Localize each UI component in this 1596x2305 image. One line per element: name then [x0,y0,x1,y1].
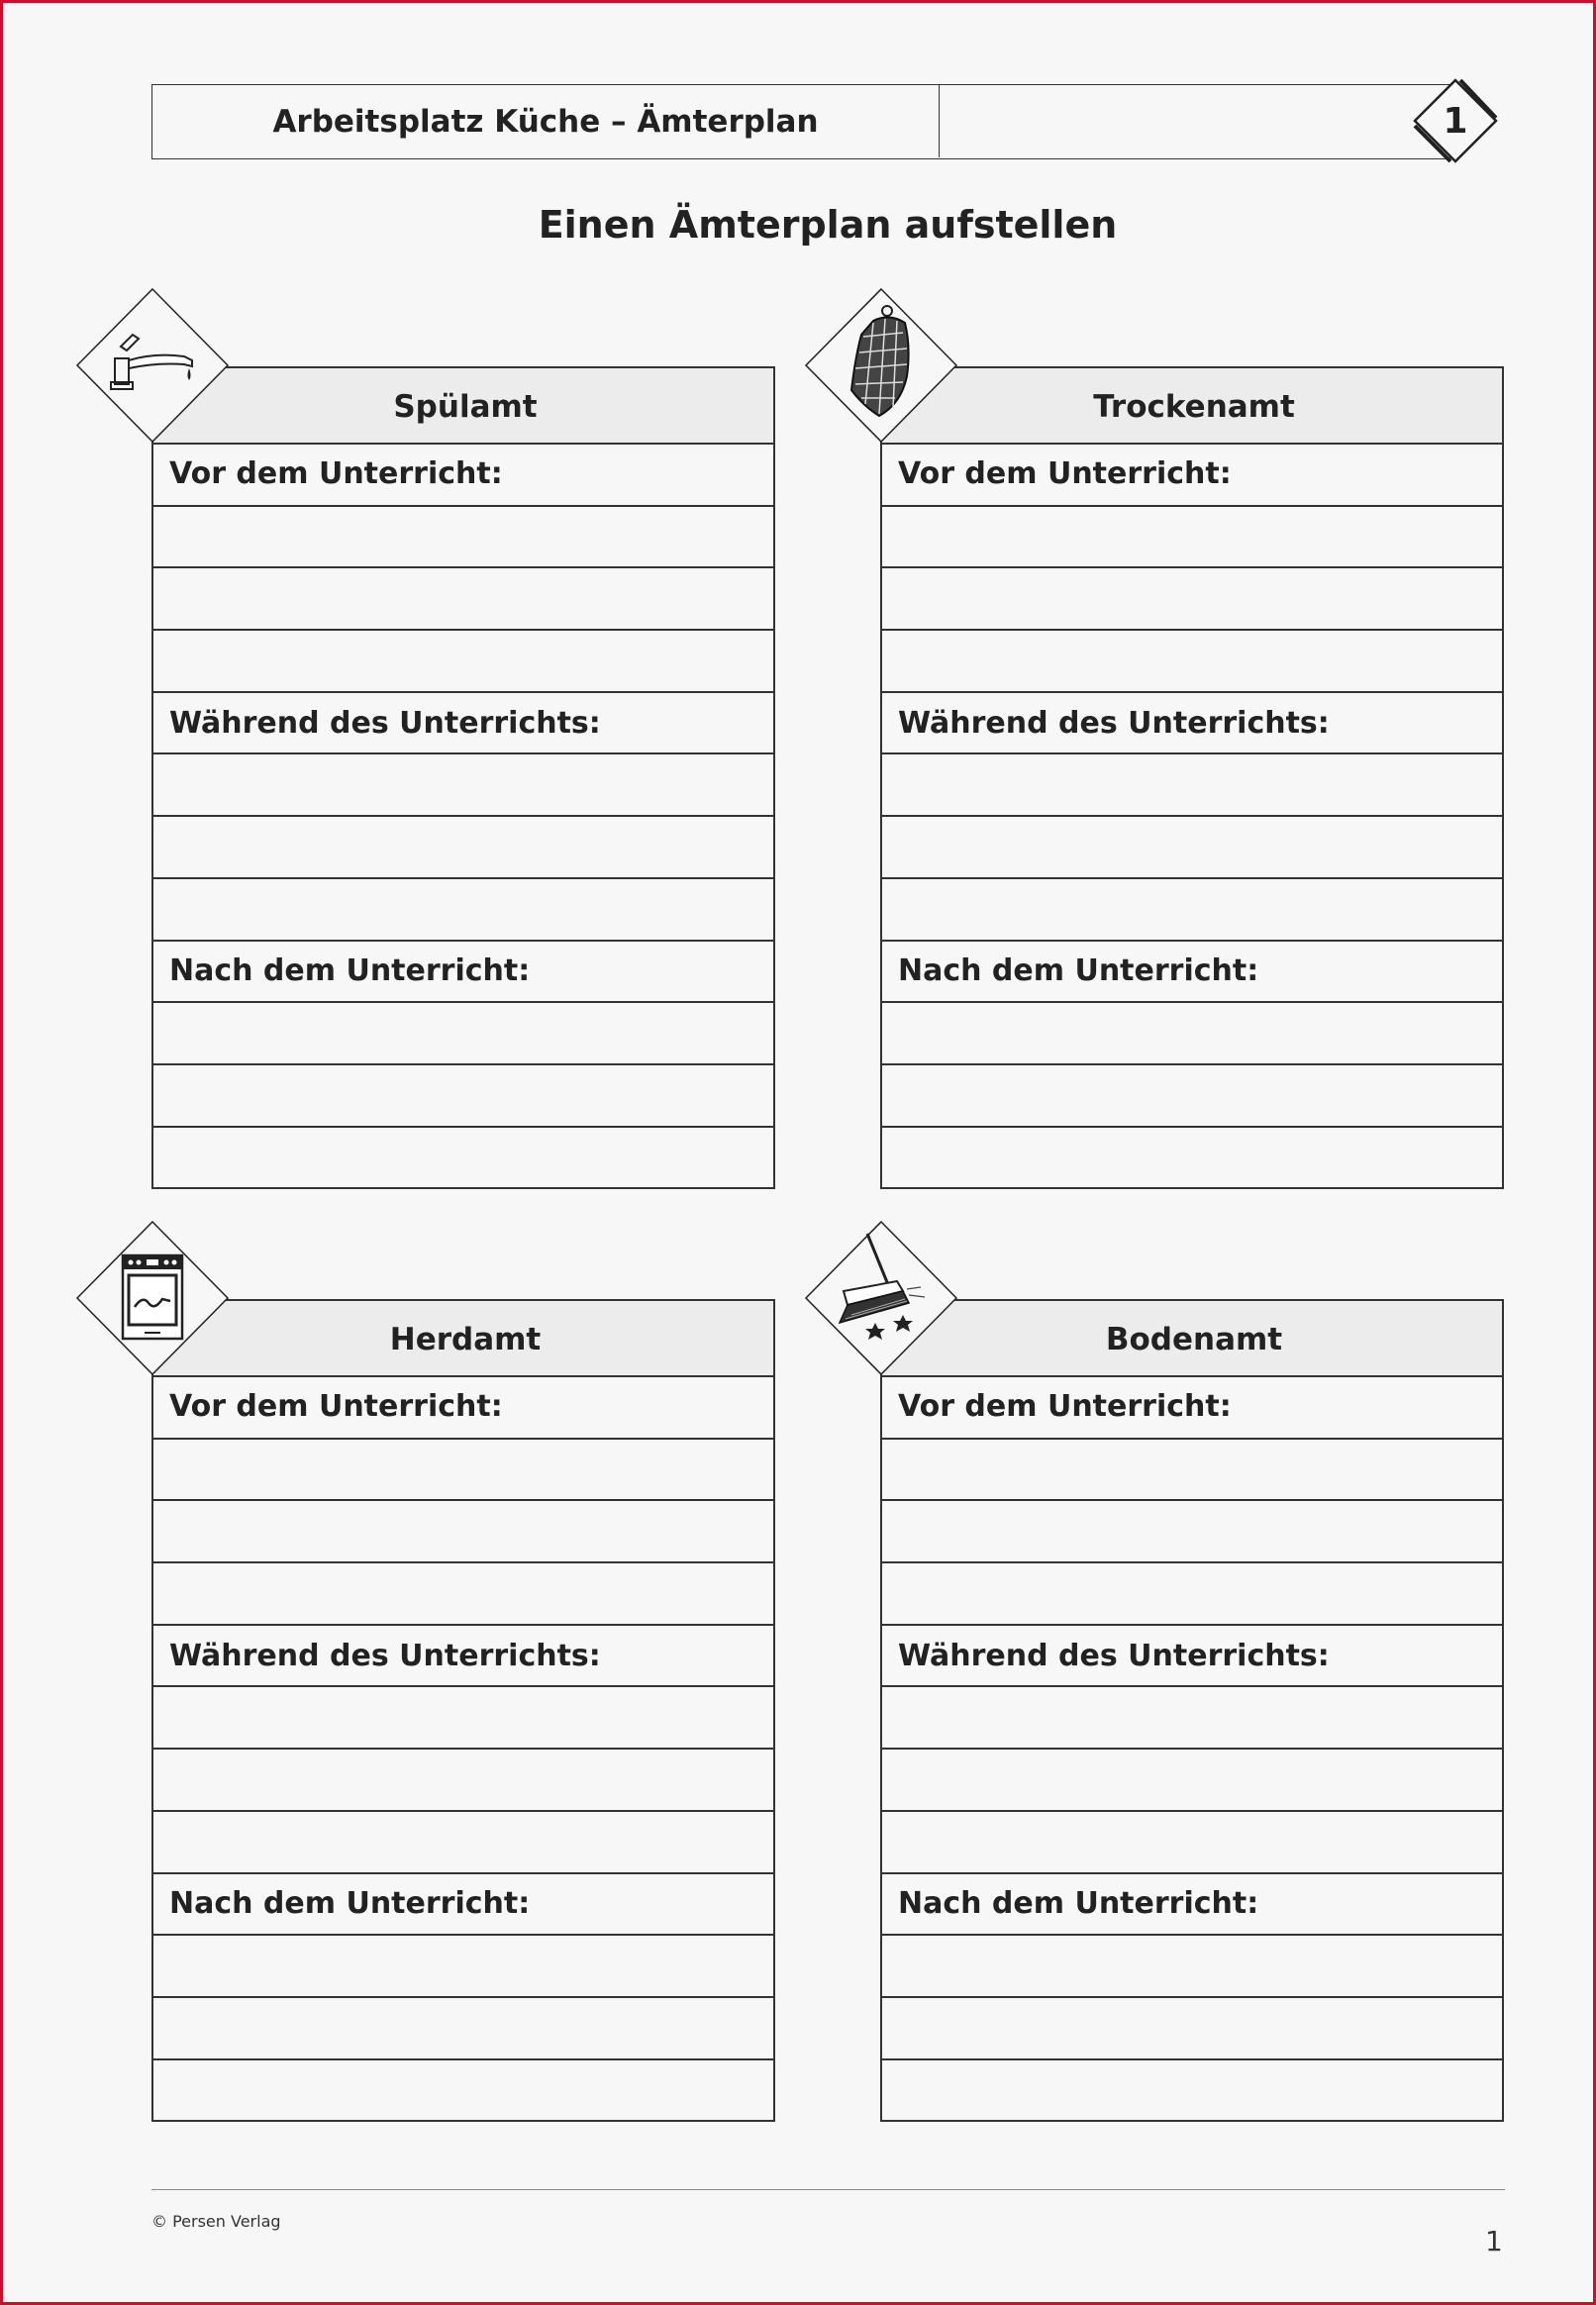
card-header [151,366,775,445]
write-line[interactable] [153,1438,773,1500]
section-label-during: Während des Unterrichts: [882,1624,1502,1686]
write-line[interactable] [153,1063,773,1126]
write-line[interactable] [153,1685,773,1748]
card-rows [151,1375,775,2122]
sheet-number: 1 [1443,100,1468,142]
section-label-after: Nach dem Unterricht: [882,940,1502,1002]
copyright: © Persen Verlag [151,2212,281,2231]
write-line[interactable] [882,1561,1502,1624]
section-label-before: Vor dem Unterricht: [898,1388,1232,1424]
card-rows [880,443,1504,1189]
card-header [151,1299,775,1377]
section-label-during: Während des Unterrichts: [153,691,773,753]
write-line[interactable] [882,1001,1502,1063]
write-line[interactable] [153,566,773,629]
faucet-icon [75,287,230,444]
write-line[interactable] [882,566,1502,629]
section-label-before: Vor dem Unterricht: [169,455,503,491]
write-line[interactable] [153,1748,773,1810]
write-line[interactable] [153,1126,773,1188]
section-label-before: Vor dem Unterricht: [169,1388,503,1424]
write-line[interactable] [882,815,1502,877]
write-line[interactable] [882,1499,1502,1561]
section-label-after: Nach dem Unterricht: [153,1872,773,1935]
write-line[interactable] [153,877,773,940]
card-title: Spülamt [393,388,538,425]
stove-icon [75,1220,230,1376]
write-line[interactable] [153,752,773,815]
write-line[interactable] [882,1438,1502,1500]
write-line[interactable] [882,629,1502,691]
write-line[interactable] [882,1934,1502,1996]
write-line[interactable] [882,1748,1502,1810]
write-line[interactable] [153,629,773,691]
write-line[interactable] [882,877,1502,940]
write-line[interactable] [153,1001,773,1063]
page-title: Einen Ämterplan aufstellen [538,203,1118,247]
write-line[interactable] [882,1996,1502,2058]
page-number: 1 [1485,2225,1503,2257]
write-line[interactable] [882,1685,1502,1748]
card-rows [880,1375,1504,2122]
header-title: Arbeitsplatz Küche – Ämterplan [152,85,940,157]
card-title: Herdamt [389,1321,542,1357]
card-rows [151,443,775,1189]
section-label-before: Vor dem Unterricht: [898,455,1232,491]
broom-icon [804,1220,958,1376]
section-label-during: Während des Unterrichts: [882,691,1502,753]
write-line[interactable] [153,505,773,567]
card-title: Bodenamt [1105,1321,1283,1357]
sheet-number-badge [1411,76,1500,165]
write-line[interactable] [882,752,1502,815]
write-line[interactable] [153,1996,773,2058]
write-line[interactable] [882,2058,1502,2121]
write-line[interactable] [882,1126,1502,1188]
card-title: Trockenamt [1093,388,1295,425]
write-line[interactable] [153,2058,773,2121]
write-line[interactable] [153,1499,773,1561]
dish-towel-icon [804,287,958,444]
section-label-after: Nach dem Unterricht: [153,940,773,1002]
card-header [880,1299,1504,1377]
section-label-after: Nach dem Unterricht: [882,1872,1502,1935]
write-line[interactable] [153,1561,773,1624]
section-label-during: Während des Unterrichts: [153,1624,773,1686]
write-line[interactable] [153,1810,773,1872]
card-header [880,366,1504,445]
write-line[interactable] [882,1063,1502,1126]
footer-divider [151,2189,1505,2190]
write-line[interactable] [153,815,773,877]
write-line[interactable] [882,505,1502,567]
header-bar [151,84,1450,159]
write-line[interactable] [153,1934,773,1996]
write-line[interactable] [882,1810,1502,1872]
